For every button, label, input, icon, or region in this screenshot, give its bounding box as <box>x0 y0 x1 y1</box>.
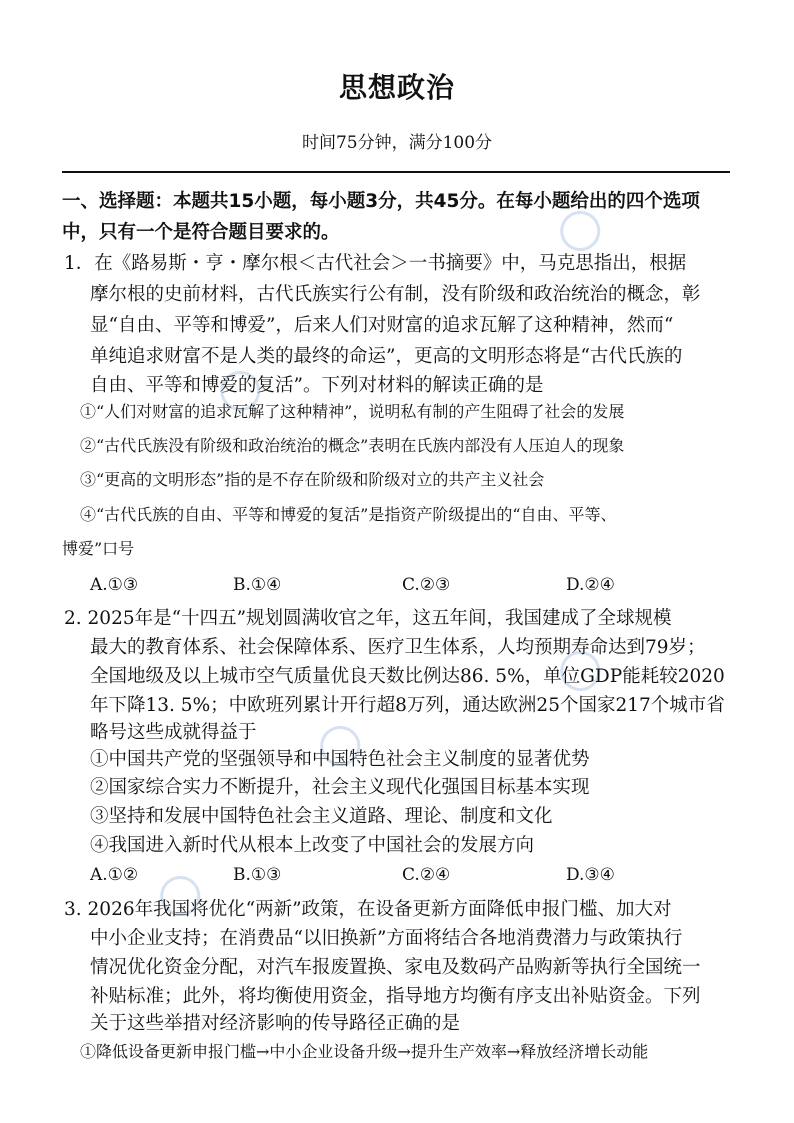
exam-info: 时间75分钟，满分100分 <box>301 133 493 153</box>
question-1-statement: ①“人们对财富的追求瓦解了这种精神”，说明私有制的产生阻碍了社会的发展 <box>80 402 625 421</box>
question-1-choice-b[interactable]: B.①④ <box>233 575 282 595</box>
question-2-statement: ①中国共产党的坚强领导和中国特色社会主义制度的显著优势 <box>90 749 590 770</box>
question-3-stem: 中小企业支持；在消费品“以旧换新”方面将结合各地消费潜力与政策执行 <box>90 928 683 949</box>
question-2-stem: 最大的教育体系、社会保障体系、医疗卫生体系，人均预期寿命达到79岁； <box>90 637 706 658</box>
question-1-choice-d[interactable]: D.②④ <box>566 575 615 595</box>
question-1-stem: 显“自由、平等和博爱”，后来人们对财富的追求瓦解了这种精神，然而“ <box>90 315 674 336</box>
question-2-statement: ④我国进入新时代从根本上改变了中国社会的发展方向 <box>90 835 535 856</box>
question-2-choice-b[interactable]: B.①③ <box>233 865 282 885</box>
question-3-statement: ①降低设备更新申报门槛→中小企业设备升级→提升生产效率→释放经济增长动能 <box>80 1042 649 1061</box>
question-1-stem: 摩尔根的史前材料，古代氏族实行公有制，没有阶级和政治统治的概念，彰 <box>90 284 701 305</box>
question-1-statement: ④“古代氏族的自由、平等和博爱的复活”是指资产阶级提出的“自由、平等、 <box>80 505 617 524</box>
question-3-stem: 3. 2026年我国将优化“两新”政策，在设备更新方面降低申报门槛、加大对 <box>64 899 672 920</box>
question-1-stem: 单纯追求财富不是人类的最终的命运”，更高的文明形态将是“古代氏族的 <box>90 346 683 367</box>
question-1-choice-c[interactable]: C.②③ <box>402 575 451 595</box>
question-2-stem: 年下降13. 5%；中欧班列累计开行超8万列，通达欧洲25个国家217个城市省 <box>90 695 725 716</box>
section-heading <box>62 186 742 248</box>
question-2-stem: 全国地级及以上城市空气质量优良天数比例达86. 5%，单位GDP能耗较2020 <box>90 666 725 687</box>
question-1-stem: 1．在《路易斯・亨・摩尔根＜古代社会＞一书摘要》中，马克思指出，根据 <box>64 253 687 274</box>
question-2-statement: ②国家综合实力不断提升，社会主义现代化强国目标基本实现 <box>90 777 590 798</box>
question-2-stem: 2. 2025年是“十四五”规划圆满收官之年，这五年间，我国建成了全球规模 <box>64 608 672 629</box>
section-heading-line: 一、选择题：本题共15小题，每小题3分，共45分。在每小题给出的四个选项 <box>62 191 700 212</box>
question-1-stem: 自由、平等和博爱的复活”。下列对材料的解读正确的是 <box>90 375 544 396</box>
section-heading-line: 中，只有一个是符合题目要求的。 <box>62 222 340 243</box>
question-2-statement: ③坚持和发展中国特色社会主义道路、理论、制度和文化 <box>90 806 553 827</box>
question-1-statement: ②“古代氏族没有阶级和政治统治的概念”表明在氏族内部没有人压迫人的现象 <box>80 436 625 455</box>
page-title: 思想政治 <box>338 71 455 104</box>
question-1-statement: ③“更高的文明形态”指的是不存在阶级和阶级对立的共产主义社会 <box>80 470 545 489</box>
header-divider <box>62 171 730 173</box>
question-3-stem: 情况优化资金分配，对汽车报废置换、家电及数码产品购新等执行全国统一 <box>90 957 701 978</box>
question-1-choice-a[interactable]: A.①③ <box>90 575 139 595</box>
question-3-stem: 关于这些举措对经济影响的传导路径正确的是 <box>90 1013 461 1034</box>
question-2-stem: 略号这些成就得益于 <box>90 722 257 743</box>
question-2-choice-d[interactable]: D.③④ <box>566 865 615 885</box>
question-1-statement: 博爱”口号 <box>62 539 135 558</box>
question-3-stem: 补贴标准；此外，将均衡使用资金，指导地方均衡有序支出补贴资金。下列 <box>90 986 701 1007</box>
question-2-choice-c[interactable]: C.②④ <box>402 865 451 885</box>
question-2-choice-a[interactable]: A.①② <box>90 865 139 885</box>
